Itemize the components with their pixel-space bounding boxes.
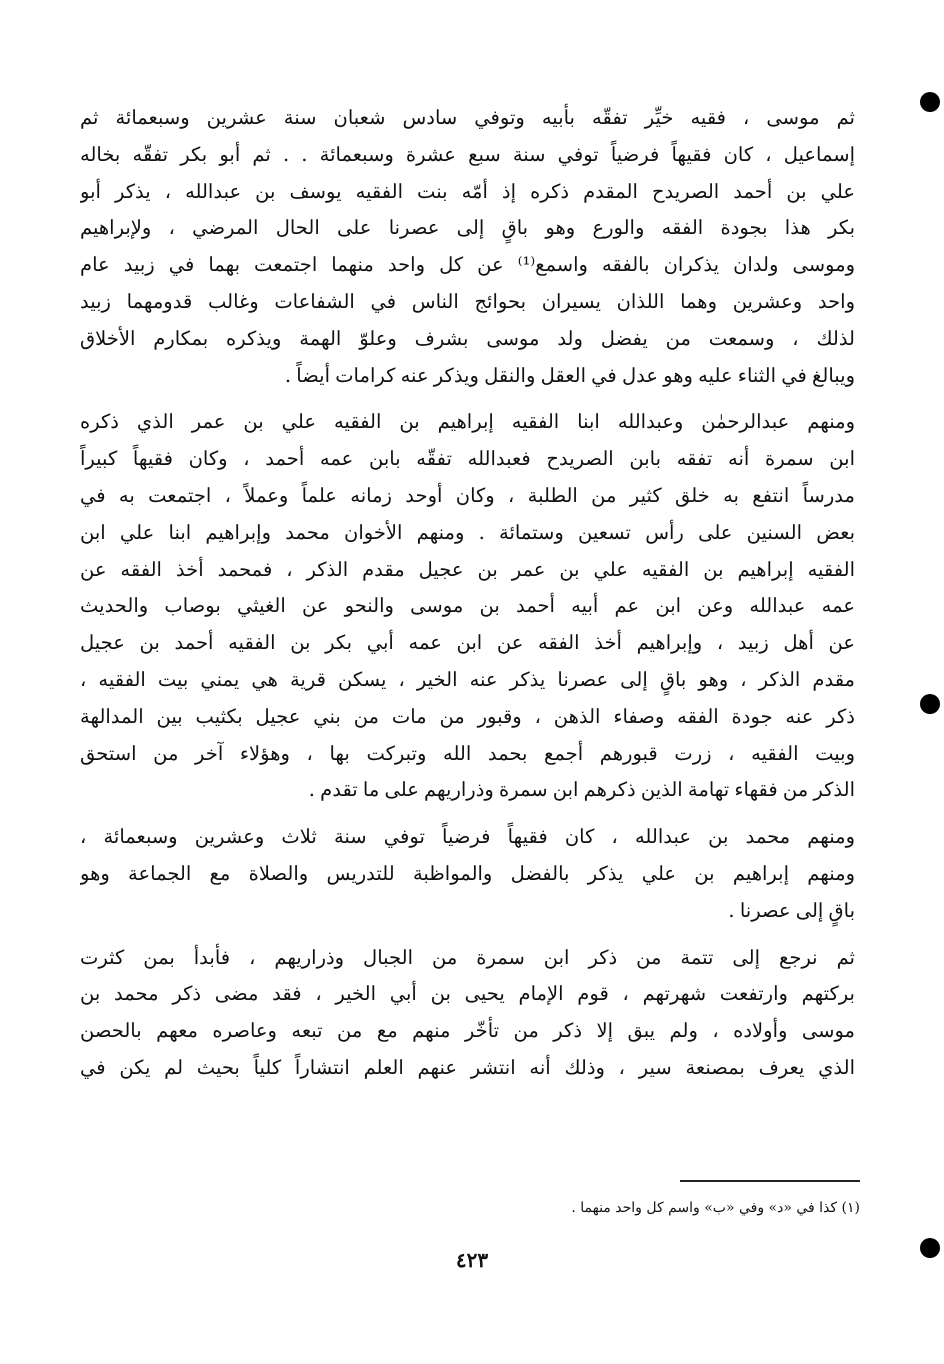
text-line: الذي يعرف بمصنعة سير ، وذلك أنه انتشر عنهم العلم انتشاراً كلياً بحيث لم يكن في — [80, 1055, 855, 1079]
text-line: ابن سمرة أنه تفقه بابن الصريدح فعبدالله تفقّه بابن عمه أحمد ، وكان فقيهاً كبيراً — [80, 447, 855, 471]
text-line: مقدم الذكر ، وهو باقٍ إلى عصرنا يذكر عنه الخير ، يسكن قرية هي يمني بيت الفقيه ، — [80, 667, 855, 691]
text-line: الفقيه إبراهيم بن الفقيه علي بن عمر بن عجيل مقدم الذكر ، فمحمد أخذ الفقه عن — [80, 557, 855, 581]
text-line: ومنهم عبدالرحمٰن وعبدالله ابنا الفقيه إبراهيم بن الفقيه علي بن عمر الذي ذكره — [80, 410, 855, 434]
text-line: إسماعيل ، كان فقيهاً فرضياً توفي سنة سبع عشرة وسبعمائة . . ثم أبو بكر تفقّه بخاله — [80, 142, 855, 166]
paragraph-gap — [80, 809, 855, 819]
paragraph-2 — [80, 404, 855, 809]
text-line: بكر هذا بجودة الفقه والورع وهو باقٍ إلى عصرنا على الحال المرضي ، ولإبراهيم — [80, 216, 855, 240]
text-line: عمه عبدالله وعن ابن عم أبيه أحمد بن موسى والنحو عن الغيثي بوصاب والحديث — [80, 594, 855, 618]
text-line: واحد وعشرين وهما اللذان يسيران بحوائج الناس في الشفاعات وغالب قدومهما زبيد — [80, 289, 855, 313]
text-line: وموسى ولدان يذكران بالفقه واسمع⁽¹⁾ عن كل واحد منهما اجتمعت بهما في زبيد عام — [80, 253, 855, 277]
text-line: الذكر من فقهاء تهامة الذين ذكرهم ابن سمرة وذراريهم على ما تقدم . — [308, 778, 855, 802]
text-line: بعض السنين على رأس تسعين وستمائة . ومنهم الأخوان محمد وإبراهيم ابنا علي ابن — [80, 520, 855, 544]
binder-hole-icon — [920, 1238, 940, 1258]
page-number: ٤٢٣ — [455, 1248, 489, 1272]
text-line: ذكر عنه جودة الفقه وصفاء الذهن ، وقبور من مات من بني عجيل بكثيب بين المدالهة — [80, 704, 855, 728]
text-line: وبيت الفقيه ، زرت قبورهم أجمع بحمد الله وتبركت بها ، وهؤلاء آخر من استحق — [80, 741, 855, 765]
text-line: عن أهل زبيد ، وإبراهيم أخذ الفقه عن ابن عمه أبي بكر بن الفقيه أحمد بن عجيل — [80, 631, 855, 655]
text-line: ثم نرجع إلى تتمة من ذكر ابن سمرة من الجبال وذراريهم ، فأبدأ بمن كثرت — [80, 945, 855, 969]
binder-hole-icon — [920, 694, 940, 714]
text-line: علي بن أحمد الصريدح المقدم ذكره إذ أمّه بنت الفقيه يوسف بن عبدالله ، يذكر أبو — [80, 179, 855, 203]
text-line: لذلك ، وسمعت من يفضل ولد موسى بشرف وعلوّ الهمة ويذكره بمكارم الأخلاق — [80, 326, 855, 350]
footnote-divider — [680, 1180, 860, 1182]
paragraph-gap — [80, 394, 855, 404]
text-line: بركتهم وارتفعت شهرتهم ، قوم الإمام يحيى بن أبي الخير ، فقد مضى ذكر محمد بن — [80, 982, 855, 1006]
text-line: باقٍ إلى عصرنا . — [728, 898, 855, 922]
text-line: ويبالغ في الثناء عليه وهو عدل في العقل والنقل ويذكر عنه كرامات أيضاً . — [284, 363, 855, 387]
paragraph-4 — [80, 940, 855, 1087]
page-body — [80, 100, 855, 1087]
text-line: ثم موسى ، فقيه خيِّر تفقّه بأبيه وتوفي سادس شعبان سنة عشرين وسبعمائة ثم — [80, 106, 855, 129]
binder-hole-icon — [920, 92, 940, 112]
paragraph-gap — [80, 930, 855, 940]
text-line: ومنهم إبراهيم بن علي يذكر بالفضل والمواظبة للتدريس والصلاة مع الجماعة وهو — [80, 861, 855, 885]
footnote: (١) كذا في «د» وفي «ب» واسم كل واحد منهما . — [571, 1200, 860, 1216]
paragraph-3 — [80, 819, 855, 929]
text-line: مدرساً انتفع به خلق كثير من الطلبة ، وكان أوحد زمانه علماً وعملاً ، اجتمعت به في — [80, 483, 855, 507]
text-line: ومنهم محمد بن عبدالله ، كان فقيهاً فرضياً توفي سنة ثلاث وعشرين وسبعمائة ، — [80, 825, 855, 849]
paragraph-1 — [80, 100, 855, 394]
text-line: موسى وأولاده ، ولم يبق إلا ذكر من تأخّر منهم مع من تبعه وعاصره معهم بالحصن — [80, 1019, 855, 1043]
